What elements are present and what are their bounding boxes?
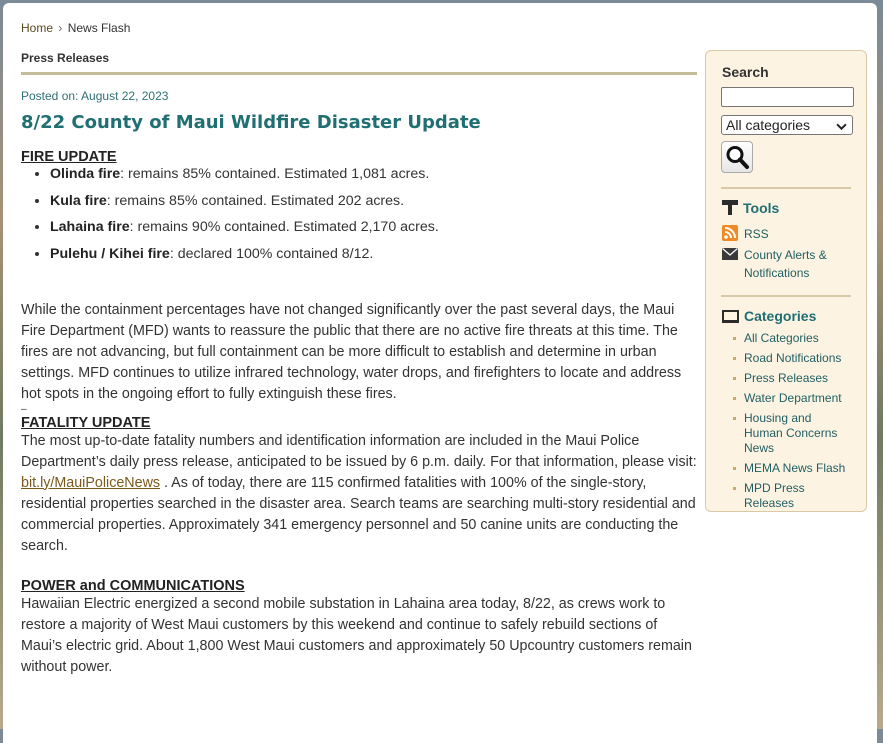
category-link[interactable]: All Categories bbox=[722, 331, 852, 346]
separator-dash: – bbox=[21, 403, 27, 415]
fatality-paragraph bbox=[21, 431, 699, 557]
fire-status: : declared 100% contained 8/12. bbox=[169, 246, 374, 263]
tool-item-label: RSS bbox=[744, 227, 769, 241]
search-button[interactable] bbox=[721, 141, 753, 173]
category-select[interactable] bbox=[721, 115, 853, 135]
rss-icon bbox=[722, 225, 738, 244]
search-input[interactable] bbox=[721, 87, 854, 107]
book-icon bbox=[722, 310, 739, 326]
hammer-icon bbox=[722, 200, 738, 218]
list-item bbox=[50, 193, 699, 220]
fire-name: Lahaina fire bbox=[50, 219, 130, 236]
tool-item-label: County Alerts & Notifications bbox=[744, 248, 827, 280]
content-panel bbox=[3, 3, 877, 743]
fire-status: : remains 90% contained. Estimated 2,170 acres. bbox=[129, 219, 439, 236]
tools-heading-label: Tools bbox=[743, 200, 780, 216]
breadcrumb-home-link[interactable]: Home bbox=[21, 21, 54, 35]
tools-heading bbox=[722, 200, 779, 218]
category-list bbox=[722, 331, 852, 516]
category-link[interactable]: MEMA News Flash bbox=[722, 461, 852, 476]
fire-name: Olinda fire bbox=[50, 166, 121, 182]
fire-update-heading: FIRE UPDATE bbox=[21, 149, 117, 165]
fire-status: : remains 85% contained. Estimated 1,081 acres. bbox=[120, 166, 430, 182]
fire-name: Pulehu / Kihei fire bbox=[50, 246, 170, 263]
posted-date: Posted on: August 22, 2023 bbox=[21, 89, 169, 103]
power-communications-heading: POWER and COMMUNICATIONS bbox=[21, 577, 245, 594]
chevron-down-icon bbox=[836, 119, 847, 135]
breadcrumb-separator: › bbox=[58, 21, 63, 35]
sidebar-divider bbox=[721, 187, 851, 189]
magnifier-icon bbox=[722, 159, 752, 176]
search-label: Search bbox=[722, 64, 769, 80]
category-link[interactable]: Road Notifications bbox=[722, 351, 852, 366]
category-link[interactable]: Housing and Human Concerns News bbox=[722, 411, 852, 456]
fatality-text-start: The most up-to-date fatality numbers and identification information are included in the Maui Police Department’s daily press release, anticipated to be issued by 6 p.m. daily. For that information, please visit: bbox=[21, 432, 697, 470]
breadcrumb-current: News Flash bbox=[67, 21, 131, 35]
sidebar-divider bbox=[721, 295, 851, 297]
category-link[interactable]: Press Releases bbox=[722, 371, 852, 386]
sidebar bbox=[705, 50, 867, 512]
categories-heading-label: Categories bbox=[744, 308, 817, 324]
section-heading: Press Releases bbox=[21, 51, 697, 75]
mpd-news-link[interactable]: bit.ly/MauiPoliceNews bbox=[21, 474, 161, 491]
fatality-update-heading: FATALITY UPDATE bbox=[21, 414, 151, 431]
list-item bbox=[50, 219, 699, 246]
category-select-value: All categories bbox=[726, 117, 811, 133]
fire-status: : remains 85% contained. Estimated 202 acres. bbox=[106, 192, 405, 209]
article-title: 8/22 County of Maui Wildfire Disaster Update bbox=[21, 112, 481, 133]
category-link[interactable]: Water Department bbox=[722, 391, 852, 406]
breadcrumb bbox=[21, 21, 130, 35]
fire-name: Kula fire bbox=[50, 192, 107, 209]
power-paragraph: Hawaiian Electric energized a second mobile substation in Lahaina area today, 8/22, as crews work to restore a majority of West Maui customers by this weekend and continue to safely rebuild sections of Maui’s electric grid. About 1,800 West Maui customers and approximately 50 Upcountry customers remain without power. bbox=[21, 595, 692, 675]
containment-paragraph: While the containment percentages have not changed significantly over the past several days, the Maui Fire Department (MFD) wants to reassure the public that there are no active fire threats at this time. The fires are not advancing, but full containment can be more difficult to establish and determine in urban settings. MFD continues to utilize infrared technology, water drops, and firefighters to locate and address hot spots in the ongoing effort to fully extinguish these fires. bbox=[21, 301, 682, 402]
article bbox=[21, 89, 699, 678]
list-item bbox=[50, 246, 699, 273]
envelope-icon bbox=[722, 248, 738, 263]
category-link[interactable]: MPD Press Releases bbox=[722, 481, 852, 511]
fire-list bbox=[21, 166, 699, 273]
categories-heading bbox=[722, 308, 816, 326]
list-item bbox=[50, 166, 699, 193]
fatality-text-end: . As of today, there are 115 confirmed fatalities with 100% of the single-story, residential properties searched in the disaster area. Search teams are searching multi-story residential and commercial properties. Approximately 341 emergency personnel and 50 canine units are conducting the search. bbox=[21, 474, 696, 554]
